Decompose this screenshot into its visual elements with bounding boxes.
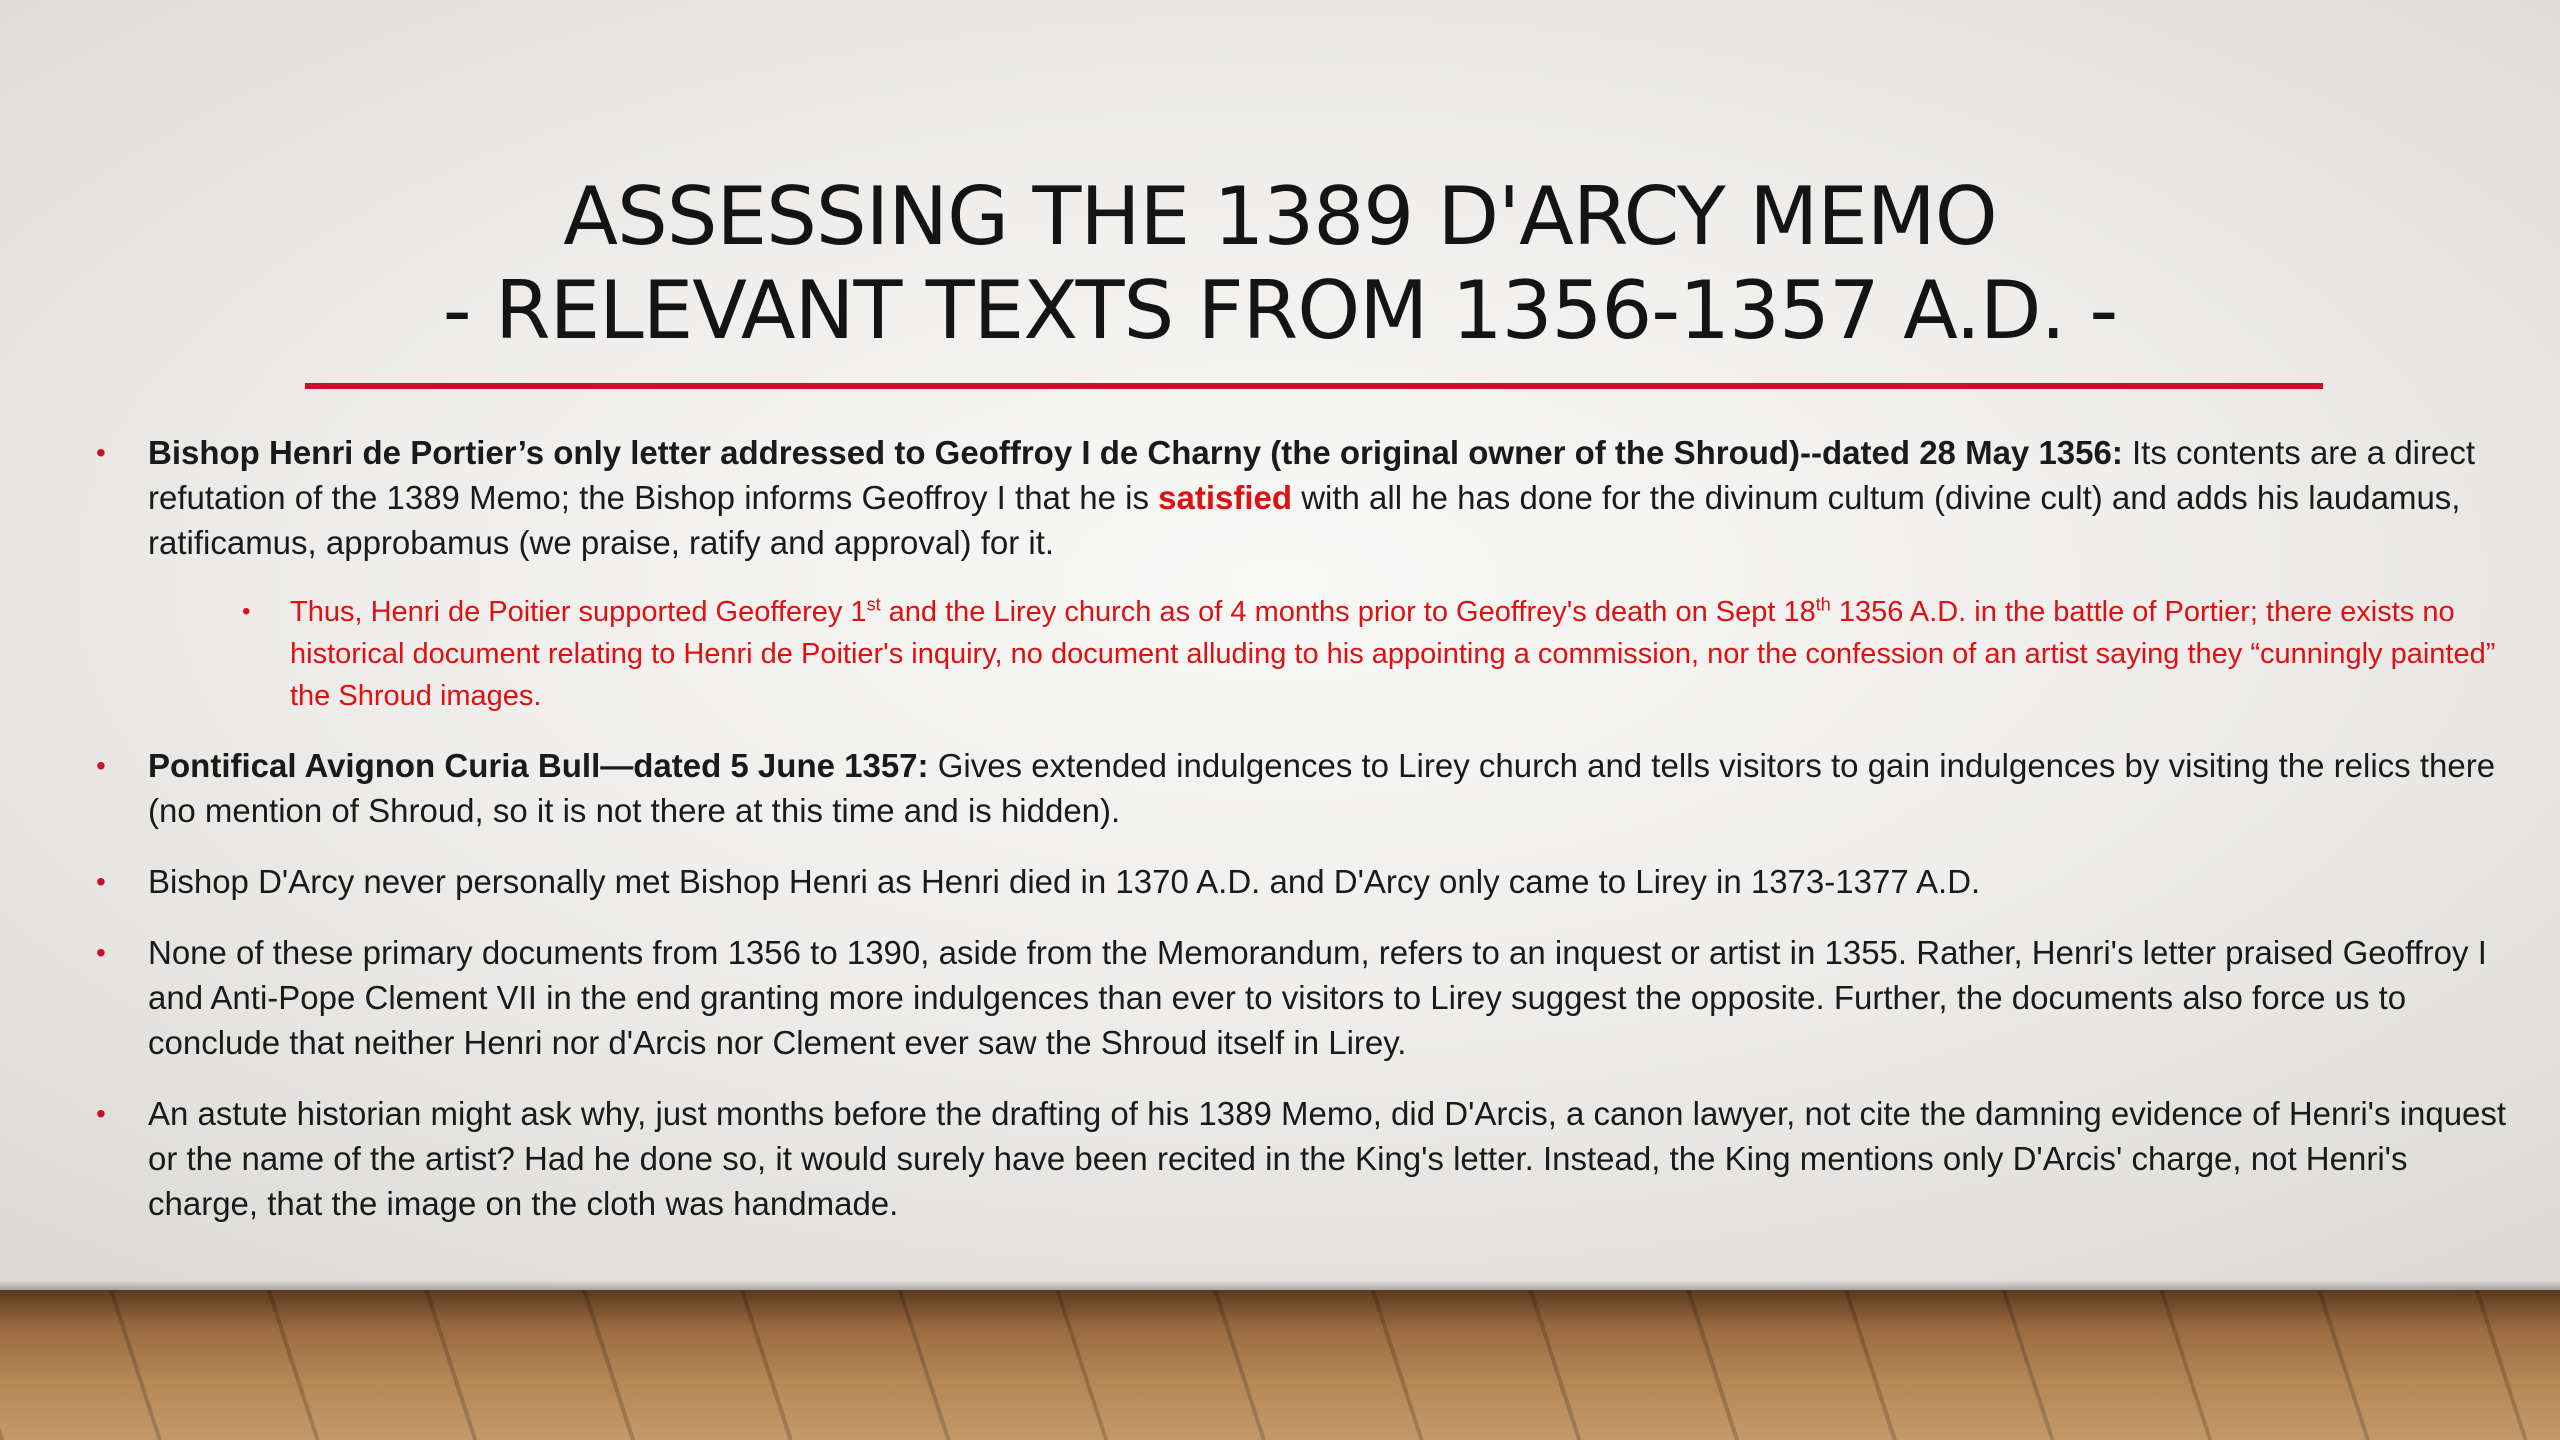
bullet-item-2: [94, 743, 2514, 833]
sub-bullet-1-part-3: 1356 A.D. in the battle of Portier; there exists no historical document relating to Henri de Poitier's inquiry, no document alluding to his appointing a commission, nor the confession of an artist saying they “cunningly painted” the Shroud images.: [290, 596, 2496, 712]
bullet-1-heading: Bishop Henri de Portier’s only letter addressed to Geoffroy I de Charny (the original owner of the Shroud)--dated 28 May 1356:: [148, 434, 2123, 471]
bullet-1-text-before: Its contents are a direct refutation of the 1389 Memo; the Bishop informs Geoffroy I that he is: [148, 434, 2476, 516]
bullet-1-text-after: with all he has done for the divinum cultum (divine cult) and adds his laudamus, ratificamus, approbamus (we praise, ratify and approval) for it.: [148, 479, 2461, 561]
bullet-2-heading: Pontifical Avignon Curia Bull—dated 5 June 1357:: [148, 747, 929, 784]
bullet-5-text: An astute historian might ask why, just months before the drafting of his 1389 Memo, did D'Arcis, a canon lawyer, not cite the damning evidence of Henri's inquest or the name of the artist? Had he done so, it would surely have been recited in the King's letter. Instead, the King mentions only D'Arcis' charge, not Henri's charge, that the image on the cloth was handmade.: [148, 1095, 2507, 1222]
sub-bullet-1-part-2: and the Lirey church as of 4 months prior to Geoffrey's death on Sept 18: [888, 596, 1816, 628]
sub-bullet-1-sup-1: st: [866, 594, 881, 615]
bullet-item-5: [94, 1091, 2514, 1226]
bullet-4-text: None of these primary documents from 1356 to 1390, aside from the Memorandum, refers to an inquest or artist in 1355. Rather, Henri's letter praised Geoffroy I and Anti-Pope Clement VII in the end granting more indulgences than ever to visitors to Lirey suggest the opposite. Further, the documents also force us to conclude that neither Henri nor d'Arcis nor Clement ever saw the Shroud itself in Lirey.: [148, 934, 2487, 1061]
title-line-2: - RELEVANT TEXTS FROM 1356-1357 A.D. -: [442, 264, 2118, 357]
bullet-list: [94, 430, 2514, 1252]
title-divider: [305, 383, 2323, 389]
bullet-item-1: [94, 430, 2514, 565]
slide-title: [0, 170, 2560, 358]
sub-bullet-1: [242, 591, 2514, 717]
wood-floor-background: [0, 1290, 2560, 1440]
bullet-item-4: [94, 930, 2514, 1065]
bullet-3-text: Bishop D'Arcy never personally met Bishop Henri as Henri died in 1370 A.D. and D'Arcy only came to Lirey in 1373-1377 A.D.: [148, 863, 1981, 900]
sub-bullet-1-sup-2: th: [1815, 594, 1831, 615]
bullet-1-highlight: satisfied: [1158, 479, 1293, 516]
bullet-2-text: Gives extended indulgences to Lirey church and tells visitors to gain indulgences by visiting the relics there (no mention of Shroud, so it is not there at this time and is hidden).: [148, 747, 2496, 829]
sub-bullet-1-part-1: Thus, Henri de Poitier supported Geofferey 1: [290, 596, 867, 628]
title-line-1: ASSESSING THE 1389 D'ARCY MEMO: [563, 170, 1997, 263]
bullet-item-3: [94, 859, 2514, 904]
